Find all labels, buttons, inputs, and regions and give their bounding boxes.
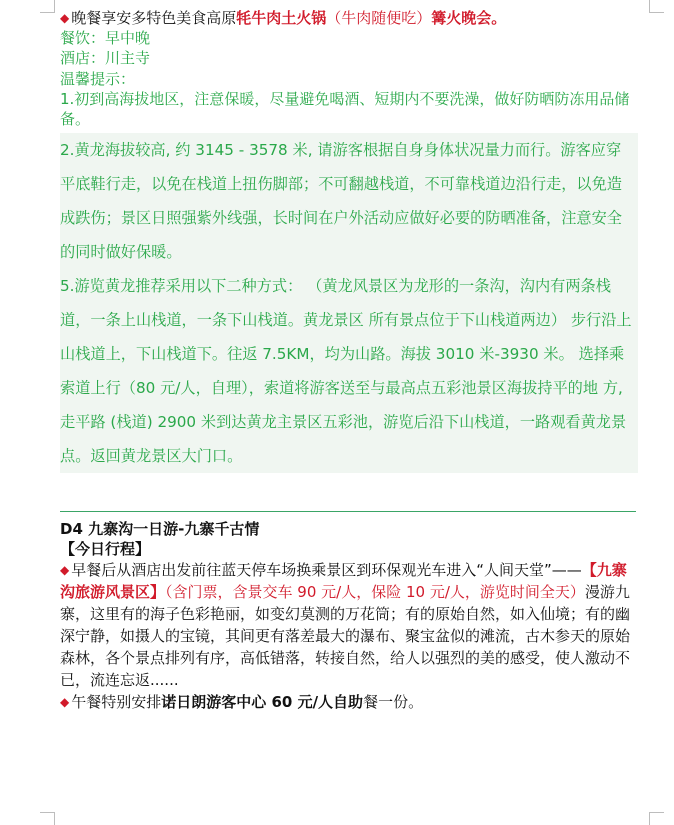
tip-block — [60, 133, 638, 473]
itin-intro: 早餐后从酒店出发前往蓝天停车场换乘景区到环保观光车进入“人间天堂”—— — [71, 561, 582, 579]
diamond-bullet-icon: ◆ — [60, 11, 70, 25]
lunch-buffet: 诺日朗游客中心 60 元/人自助 — [161, 693, 364, 711]
day4-title: D4 九寨沟一日游-九寨千古情 — [60, 520, 260, 538]
dinner-hotpot: 牦牛肉土火锅 — [236, 9, 327, 27]
tip-5: 5.游览黄龙推荐采用以下二种方式： （黄龙风景区为龙形的一条沟，沟内有两条栈道，一条上山栈道，一条下山栈道。黄龙景区 所有景点位于下山栈道两边） 步行沿上山栈道上，下山栈道下。往返 7.5KM，均为山路。海拔 3010 米-3930 米。 选择乘索道上行（80 元/人，自理），索道将游客送至与最高点五彩池景区海拔持平的地 方, 走平路 (栈道) 2900 米到达黄龙主景区五彩池，游览后沿下山栈道，一路观看黄龙景点。返回黄龙景区大门口。 — [60, 277, 632, 465]
lunch-prefix: 午餐特别安排 — [71, 693, 162, 711]
day4-itinerary — [60, 559, 638, 691]
crop-mark-bottom-left — [40, 812, 55, 825]
dinner-paren: （牛肉随便吃） — [326, 9, 432, 27]
crop-mark-top-left — [40, 0, 55, 13]
tip-1: 1.初到高海拔地区，注意保暖，尽量避免喝酒、短期内不要洗澡，做好防晒防冻用品储备。 — [60, 90, 630, 128]
crop-mark-top-right — [649, 0, 664, 13]
itin-ticket-info: （含门票，含景交车 90 元/人，保险 10 元/人，游览时间全天） — [165, 583, 585, 601]
day4-lunch — [60, 691, 638, 713]
meal-info: 餐饮：早中晚 — [60, 29, 151, 47]
crop-mark-bottom-right — [649, 812, 664, 825]
hotel-info: 酒店：川主寺 — [60, 49, 151, 67]
tip-2: 2.黄龙海拔较高, 约 3145 - 3578 米, 请游客根据自身身体状况量力而行。游客应穿平底鞋行走，以免在栈道上扭伤脚部；不可翻越栈道，不可靠栈道边沿行走，以免造成跌伤；景区日照强紫外线强，长时间在户外活动应做好必要的防晒准备，注意安全的同时做好保暖。 — [60, 141, 622, 261]
itin-scenic-area: 【九寨沟旅游风景区】 — [60, 561, 627, 601]
dinner-bonfire: 篝火晚会。 — [431, 9, 507, 27]
dinner-line — [60, 8, 638, 28]
section-divider — [60, 511, 636, 512]
today-itinerary-tag: 【今日行程】 — [60, 540, 151, 558]
diamond-bullet-icon: ◆ — [60, 695, 70, 709]
dinner-prefix: 晚餐享安多特色美食高原 — [71, 9, 237, 27]
document-body — [60, 8, 638, 713]
itin-description: 漫游九寨，这里有的海子色彩艳丽，如变幻莫测的万花筒；有的原始自然，如入仙境；有的幽深宁静，如摄人的宝镜，其间更有落差最大的瀑布、聚宝盆似的滩流，古木参天的原始森林，各个景点排列有序，高低错落，转接自然，给人以强烈的美的感受，使人激动不已，流连忘返...... — [60, 583, 631, 689]
diamond-bullet-icon: ◆ — [60, 563, 70, 577]
lunch-suffix: 餐一份。 — [363, 693, 424, 711]
tips-title: 温馨提示： — [60, 70, 136, 88]
